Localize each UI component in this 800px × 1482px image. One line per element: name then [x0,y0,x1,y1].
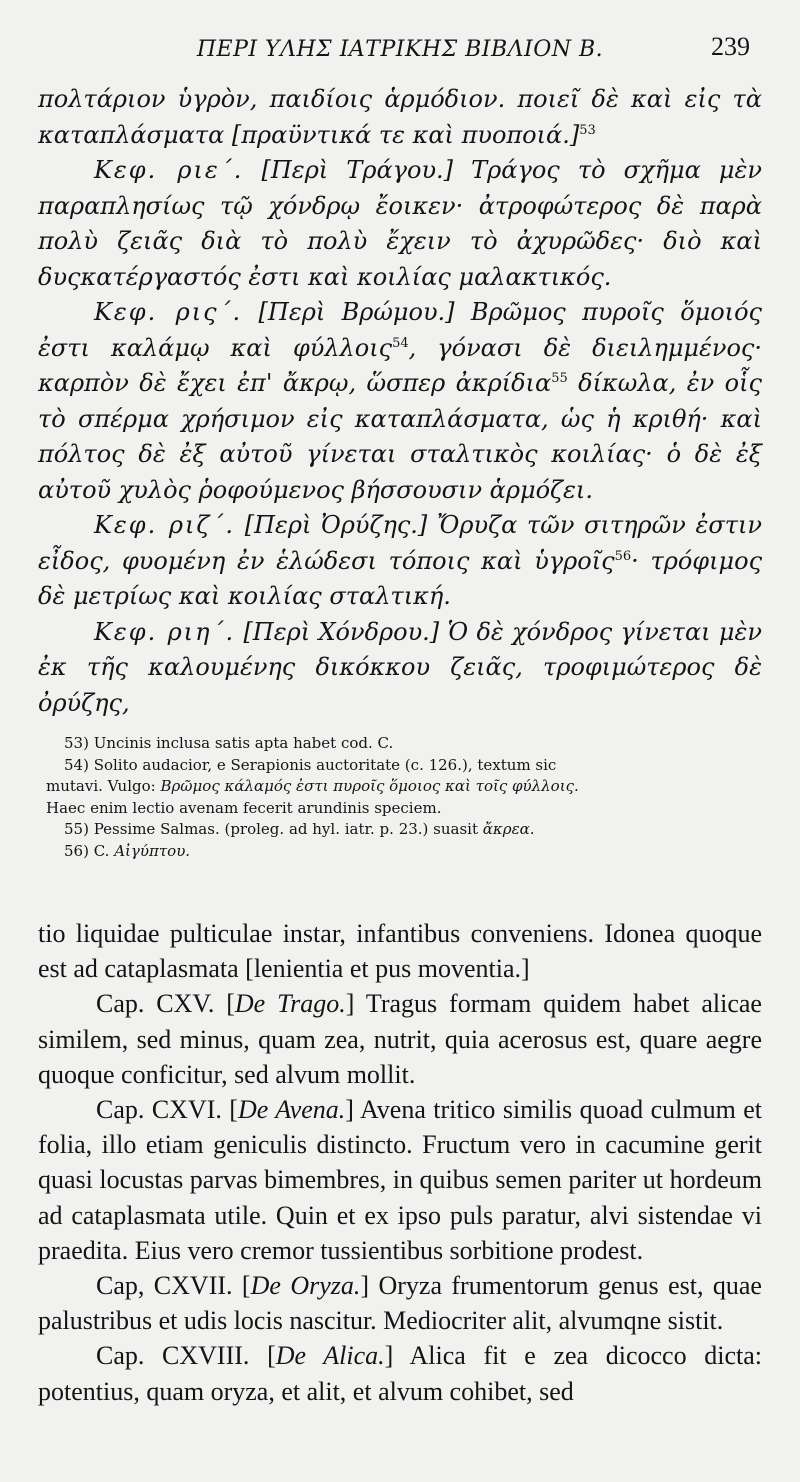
greek-text: Βρῶμος πυροῖς ὅμοιός ἐστι καλάμῳ καὶ φύλλοις [38,298,762,362]
chapter-label: Κεφ. ρις΄. [94,298,243,326]
greek-chapter [38,615,762,722]
footnote-54-continued [46,776,762,798]
greek-text: πολτάριον ὑγρὸν, παιδίοις ἁρμόδιον. ποιεῖ δὲ καὶ εἰς τὰ καταπλάσματα [πραϋντικά τε καὶ πυοποιά.] [38,85,762,149]
latin-chapter: Cap. CXVIII. [De Alica.] Alica fit e zea dicocco dicta: potentius, quam oryza, et alit, et alvum cohibet, sed [38,1341,762,1406]
chapter-title: De Trago. [234,989,346,1019]
greek-text-block [38,82,762,721]
footnote-greek: ἄκρεα. [482,820,535,838]
chapter-label: Cap. CXVI. [96,1095,222,1125]
chapter-label: Cap. CXVIII. [96,1341,250,1371]
chapter-label: Κεφ. ριη΄. [94,617,236,646]
latin-text-block [38,916,762,1409]
chapter-label: Cap. CXV. [96,989,215,1019]
chapter-title: De Oryza. [250,1271,361,1301]
footnote-53: 53) Uncinis inclusa satis apta habet cod. C. [64,734,394,752]
latin-chapter: Cap, CXVII. [De Oryza.] Oryza frumentorum genus est, quae palustribus et udis locis nascitur. Mediocriter alit, alvumqne sistit. [38,1271,762,1336]
latin-text: Tragus formam quidem habet alicae similem, sed minus, quam zea, nutrit, quia acerosus est, quare aegre quoque conficitur, sed alvum mollit. [38,989,762,1089]
footnote-text: mutavi. Vulgo: [46,777,156,795]
footnote-ref: 56 [614,548,632,564]
latin-chapter: Cap. CXVI. [De Avena.] Avena tritico similis quoad culmum et folia, illo etiam geniculis distincto. Fructum vero in cacumine gerit quasi locustas parvas bimembres, in quibus semen pariter ut hordeum ad cataplasmata utile. Quin et ex ipso puls paratur, alvi sistendae vi praedita. Eius vero cremor tussientibus sorbitione prodest. [38,1095,762,1265]
footnote-text: 55) Pessime Salmas. (proleg. ad hyl. iatr. p. 23.) suasit [64,820,478,838]
chapter-title: [Περὶ Βρώμου.] [258,298,455,326]
footnote-54-end: Haec enim lectio avenam fecerit arundinis speciem. [46,798,442,817]
latin-text: Oryza frumentorum genus est, quae palustribus et udis locis nascitur. Mediocriter alit, alvumqne sistit. [38,1271,762,1336]
footnote-54: 54) Solito audacior, e Serapionis auctoritate (c. 126.), textum sic [64,755,557,774]
latin-chapter: Cap. CXV. [De Trago.] Tragus formam quidem habet alicae similem, sed minus, quam zea, nutrit, quia acerosus est, quare aegre quoque conficitur, sed alvum mollit. [38,989,762,1089]
chapter-label: Κεφ. ριζ΄. [94,511,236,539]
page-header [38,22,762,62]
greek-text: Τράγος τὸ σχῆμα μὲν παραπλησίως τῷ χόνδρῳ ἔοικεν· ἀτροφώτερος δὲ παρὰ πολὺ ζειᾶς διὰ τὸ πολὺ ἔχειν τὸ ἀχυρῶδες· διὸ καὶ δυςκατέργαστός ἐστι καὶ κοιλίας μαλακτικός. [38,156,762,291]
latin-text: Avena tritico similis quoad culmum et folia, illo etiam geniculis distincto. Fructum vero in cacumine gerit quasi locustas parvas bimembres, in quibus semen pariter ut hordeum ad cataplasmata utile. Quin et ex ipso puls paratur, alvi sistendae vi praedita. Eius vero cremor tussientibus sorbitione prodest. [38,1095,762,1265]
chapter-title: De Avena. [237,1095,346,1125]
chapter-title: [Περὶ Ὀρύζης.] [244,511,428,539]
footnote-text: 56) C. [64,841,110,860]
greek-text: · τρόφιμος δὲ μετρίως καὶ κοιλίας σταλτική. [38,546,763,610]
greek-paragraph [38,82,762,153]
running-title: ΠΕΡΙ ΥΛΗΣ ΙΑΤΡΙΚΗΣ ΒΙΒΛΙΟΝ Β. [196,37,604,62]
chapter-label: Cap, CXVII. [96,1271,233,1301]
greek-chapter [38,508,762,615]
footnote-ref: 55 [551,371,568,386]
greek-text: , γόνασι δὲ διειλημμένος· καρπὸν δὲ ἔχει ἐπ' ἄκρῳ, ὥσπερ ἀκρίδια [38,333,763,397]
footnote-56 [46,841,762,863]
footnote-ref: 53 [579,122,596,138]
footnote-ref: 54 [392,335,409,351]
greek-text: Ὄρυζα τῶν σιτηρῶν ἐστιν εἶδος, φυομένη ἐν ἑλώδεσι τόποις καὶ ὑγροῖς [38,511,762,575]
chapter-title: [Περὶ Τράγου.] [261,156,454,184]
footnote-greek: Βρῶμος κάλαμός ἐστι πυροῖς ὅμοιος καὶ τοῖς φύλλοις. [160,777,579,795]
footnote-55 [46,819,762,841]
footnote-greek: Αἰγύπτου. [114,841,191,860]
greek-chapter [38,153,762,295]
chapter-title: [Περὶ Χόνδρου.] [243,617,440,646]
greek-text: Ὁ δὲ χόνδρος γίνεται μὲν ἐκ τῆς καλουμένης δικόκκου ζειᾶς, τροφιμώτερος δὲ ὀρύζης, [38,617,762,717]
greek-text: δίκωλα, ἐν οἷς τὸ σπέρμα χρήσιμον εἰς καταπλάσματα, ὡς ἡ κριθή· καὶ πόλτος δὲ ἐξ αὐτοῦ γίνεται σταλτικὸς κοιλίας· ὁ δὲ ἐξ αὐτοῦ χυλὸς ῥοφούμενος βήσσουσιν ἁρμόζει. [38,369,762,504]
chapter-label: Κεφ. ριε΄. [94,156,244,184]
chapter-title: De Alica. [275,1341,385,1371]
footnotes [38,733,762,862]
latin-paragraph: tio liquidae pulticulae instar, infantibus conveniens. Idonea quoque est ad cataplasmata [lenientia et pus moventia.] [38,919,762,984]
latin-text: Alica fit e zea dicocco dicta: potentius, quam oryza, et alit, et alvum cohibet, sed [38,1341,762,1406]
greek-chapter [38,295,762,508]
page-number: 239 [711,32,750,61]
